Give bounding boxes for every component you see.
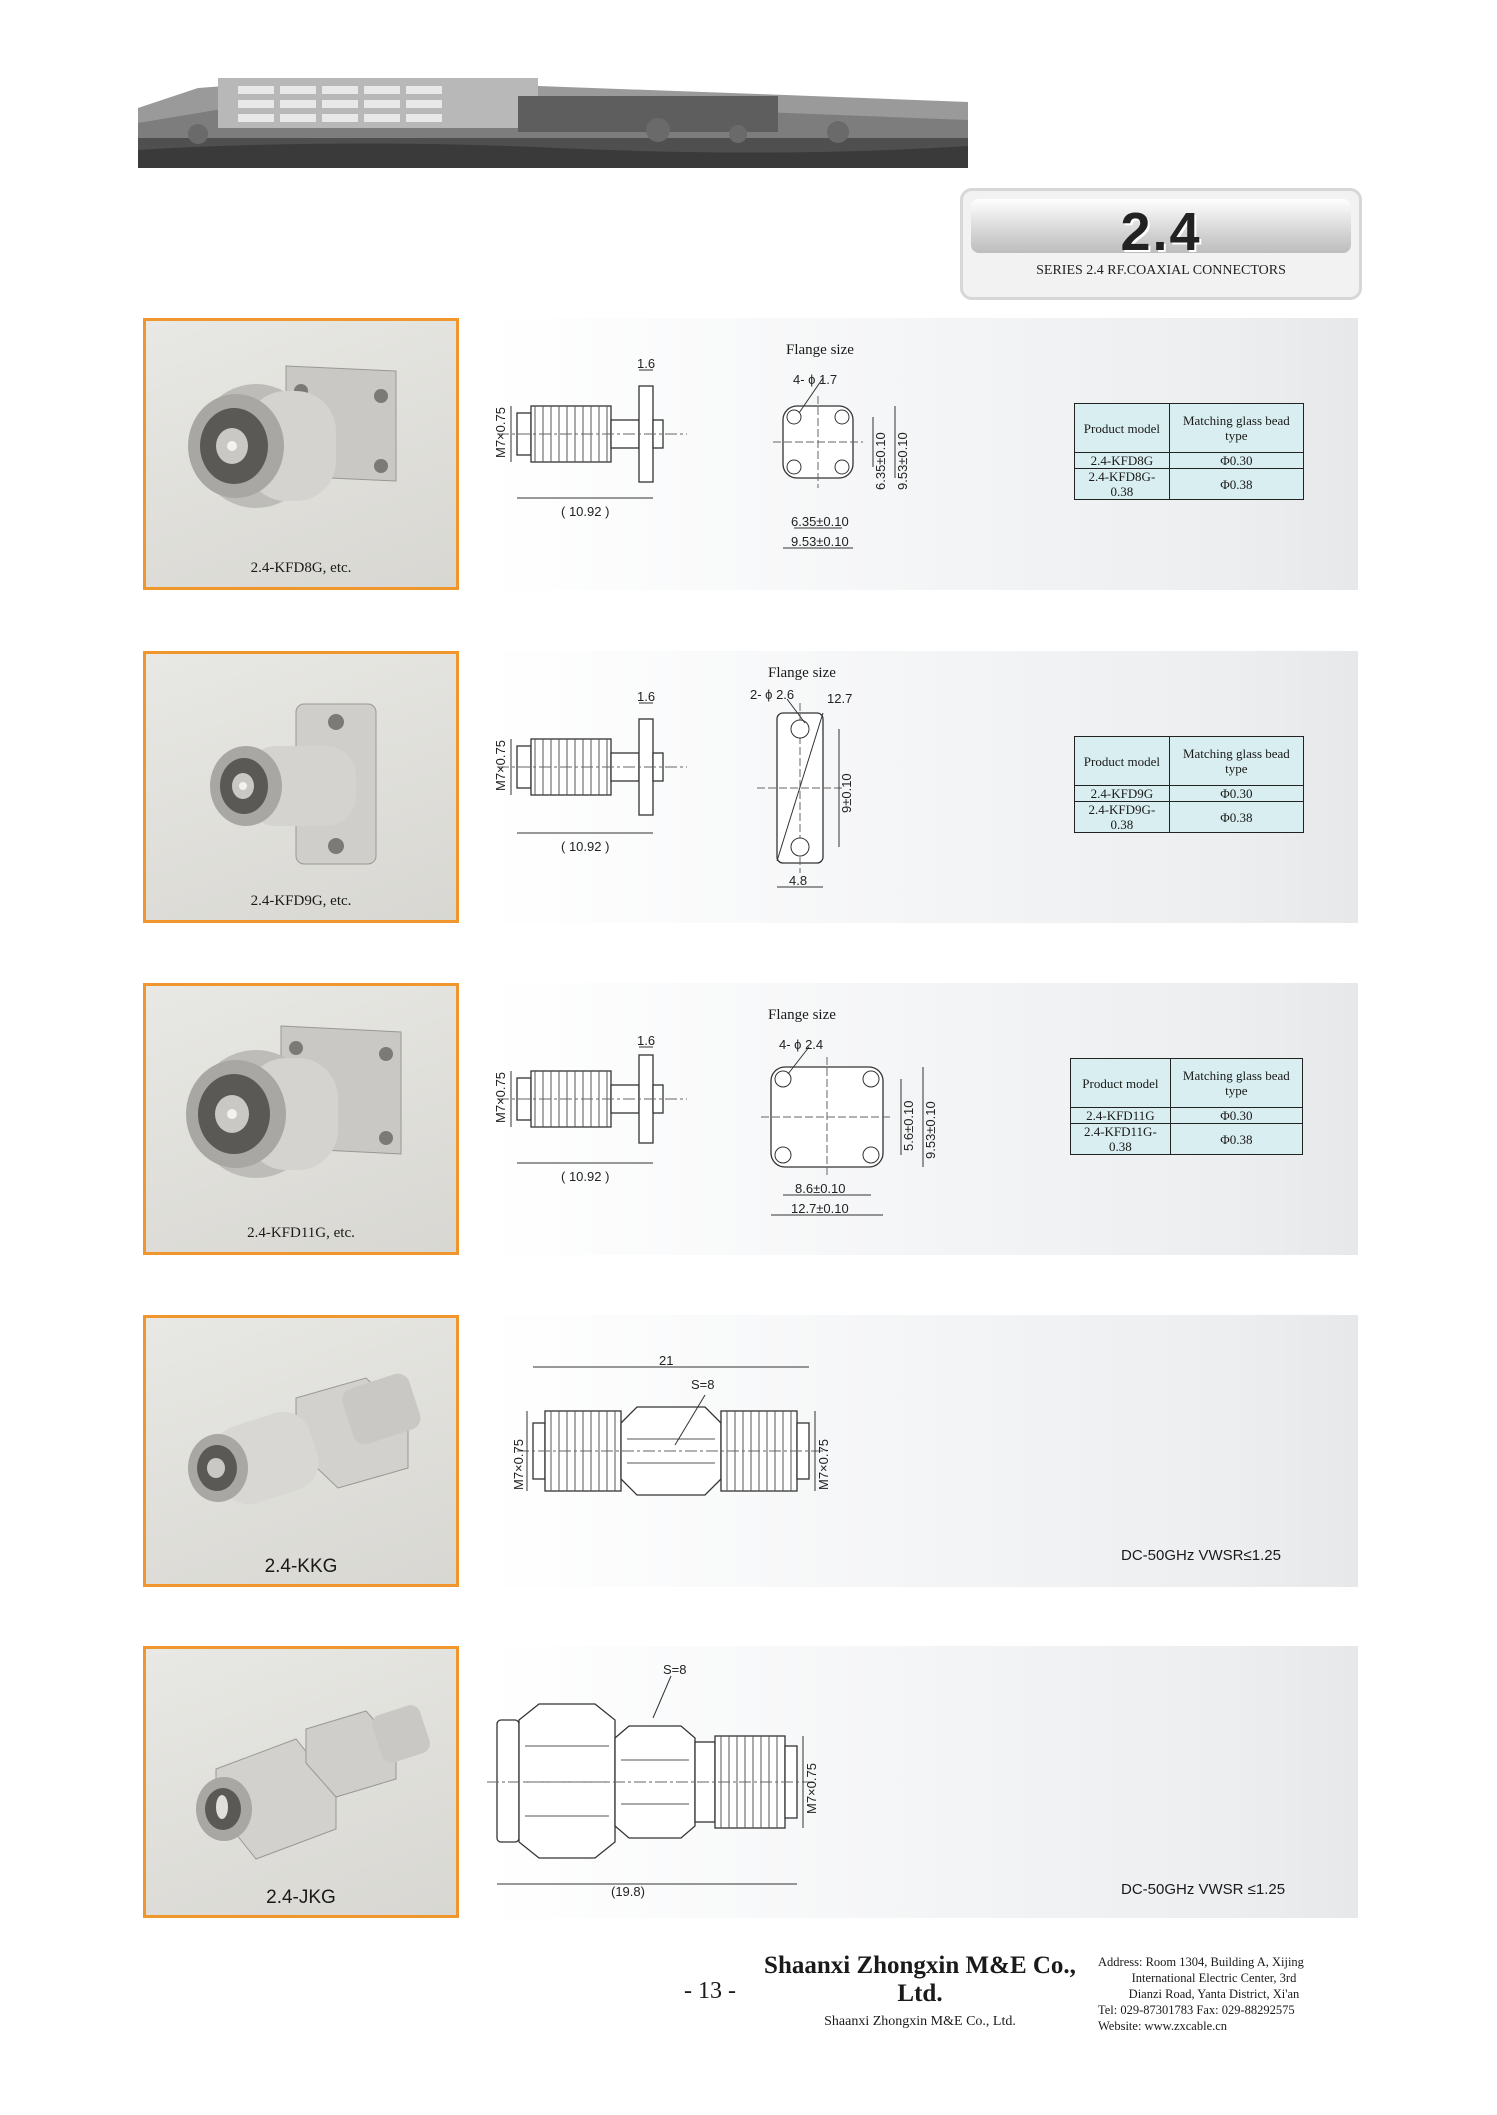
adapter-female-female-image (146, 1318, 456, 1584)
table-cell-model: 2.4-KFD9G-0.38 (1075, 802, 1170, 833)
table-row (1071, 1108, 1303, 1124)
thread-dim: M7×0.75 (493, 740, 508, 791)
table-row (1075, 453, 1304, 469)
flange-title: Flange size (786, 342, 854, 358)
product-row-kfd9g (143, 651, 1358, 923)
product-label: 2.4-JKG (266, 1887, 336, 1908)
product-row-kfd8g (143, 318, 1358, 590)
diagonal-dim: 12.7 (827, 691, 853, 706)
flange-title: Flange size (768, 665, 836, 681)
product-photo (143, 318, 459, 590)
product-photo (143, 1646, 459, 1918)
table-cell-model: 2.4-KFD11G (1071, 1108, 1171, 1124)
hex-dim: S=8 (691, 1377, 715, 1392)
table-cell-bead: Φ0.38 (1169, 469, 1303, 500)
spec-text: DC-50GHz VWSR≤1.25 (1121, 1547, 1281, 1564)
table-row (1075, 786, 1304, 802)
hex-dim: S=8 (663, 1662, 687, 1677)
thread-dim: M7×0.75 (493, 407, 508, 458)
table-header-bead: Matching glass bead type (1169, 404, 1303, 453)
page-footer (0, 1950, 1497, 2050)
table-header-model: Product model (1075, 404, 1170, 453)
table-cell-bead: Φ0.30 (1169, 786, 1303, 802)
table-cell-model: 2.4-KFD9G (1075, 786, 1170, 802)
table-cell-model: 2.4-KFD11G-0.38 (1071, 1124, 1171, 1155)
spec-text: DC-50GHz VWSR ≤1.25 (1121, 1881, 1286, 1898)
table-row (1075, 469, 1304, 500)
series-badge (960, 188, 1362, 300)
table-cell-bead: Φ0.38 (1169, 802, 1303, 833)
drawing-panel (487, 983, 1358, 1255)
length-dim: ( 10.92 ) (561, 839, 610, 854)
header-banner (138, 68, 968, 168)
length-dim: ( 10.92 ) (561, 1169, 610, 1184)
table-row (1075, 802, 1304, 833)
table-cell-bead: Φ0.30 (1170, 1108, 1302, 1124)
model-table (1074, 736, 1304, 833)
table-header-model: Product model (1075, 737, 1170, 786)
drawing-panel (487, 1646, 1358, 1918)
holes-dim: 4- ϕ 1.7 (793, 372, 838, 387)
flange-thickness-dim: 1.6 (637, 356, 656, 371)
connector-flange-4hole-image (146, 986, 456, 1252)
holes-dim: 4- ϕ 2.4 (779, 1037, 824, 1052)
table-row (1071, 1124, 1303, 1155)
drawing-panel (487, 651, 1358, 923)
company-address (1098, 1954, 1330, 2034)
adapter-male-female-image (146, 1649, 456, 1915)
product-row-kfd11g (143, 983, 1358, 1255)
length-dim: (19.8) (611, 1884, 645, 1899)
connector-flange-4hole-image (146, 321, 456, 587)
series-badge-bar (971, 199, 1351, 262)
vertical-dim: 9±0.10 (839, 773, 854, 813)
model-table (1070, 1058, 1303, 1155)
inner-vertical-dim: 6.35±0.10 (873, 432, 888, 490)
flange-title: Flange size (768, 1007, 836, 1023)
holes-dim: 2- ϕ 2.6 (750, 687, 795, 702)
table-cell-bead: Φ0.30 (1169, 453, 1303, 469)
thread-right-dim: M7×0.75 (816, 1439, 831, 1490)
drawing-panel (487, 318, 1358, 590)
table-header-bead: Matching glass bead type (1170, 1059, 1302, 1108)
table-cell-model: 2.4-KFD8G-0.38 (1075, 469, 1170, 500)
product-row-kkg (143, 1315, 1358, 1587)
inner-horizontal-dim: 6.35±0.10 (791, 514, 849, 529)
company-subtitle: Shaanxi Zhongxin M&E Co., Ltd. (824, 2014, 1016, 2029)
inner-horizontal-dim: 8.6±0.10 (795, 1181, 846, 1196)
page-number: - 13 - (684, 1978, 736, 2004)
address-line: International Electric Center, 3rd (1131, 1971, 1297, 1985)
thread-dim: M7×0.75 (804, 1763, 819, 1814)
product-row-jkg (143, 1646, 1358, 1918)
series-caption: SERIES 2.4 RF.COAXIAL CONNECTORS (1036, 263, 1286, 278)
tel-fax: Tel: 029-87301783 Fax: 029-88292575 (1098, 2003, 1295, 2017)
table-cell-model: 2.4-KFD8G (1075, 453, 1170, 469)
table-header-bead: Matching glass bead type (1169, 737, 1303, 786)
thread-dim: M7×0.75 (493, 1072, 508, 1123)
company-name: Shaanxi Zhongxin M&E Co., Ltd. (764, 1952, 1076, 2007)
outer-vertical-dim: 9.53±0.10 (895, 432, 910, 490)
table-cell-bead: Φ0.38 (1170, 1124, 1302, 1155)
website-link[interactable]: Website: www.zxcable.cn (1098, 2019, 1228, 2033)
product-photo (143, 651, 459, 923)
address-line: Address: Room 1304, Building A, Xijing (1098, 1955, 1304, 1969)
outer-horizontal-dim: 9.53±0.10 (791, 534, 849, 549)
product-label: 2.4-KFD9G, etc. (250, 893, 352, 909)
series-number: 2.4 (1120, 202, 1202, 262)
table-header-model: Product model (1071, 1059, 1171, 1108)
connector-flange-2hole-image (146, 654, 456, 920)
flange-thickness-dim: 1.6 (637, 689, 656, 704)
address-line: Dianzi Road, Yanta District, Xi'an (1128, 1987, 1300, 2001)
length-dim: ( 10.92 ) (561, 504, 610, 519)
outer-vertical-dim: 9.53±0.10 (923, 1101, 938, 1159)
outer-horizontal-dim: 12.7±0.10 (791, 1201, 849, 1216)
flange-thickness-dim: 1.6 (637, 1033, 656, 1048)
length-dim: 21 (659, 1353, 674, 1368)
drawing-panel (487, 1315, 1358, 1587)
product-photo (143, 1315, 459, 1587)
model-table (1074, 403, 1304, 500)
thread-left-dim: M7×0.75 (511, 1439, 526, 1490)
product-label: 2.4-KKG (264, 1556, 338, 1577)
width-dim: 4.8 (789, 873, 808, 888)
product-label: 2.4-KFD8G, etc. (250, 560, 352, 576)
technical-drawing (487, 1646, 1358, 1918)
product-photo (143, 983, 459, 1255)
inner-vertical-dim: 5.6±0.10 (901, 1100, 916, 1151)
product-label: 2.4-KFD11G, etc. (247, 1225, 355, 1241)
